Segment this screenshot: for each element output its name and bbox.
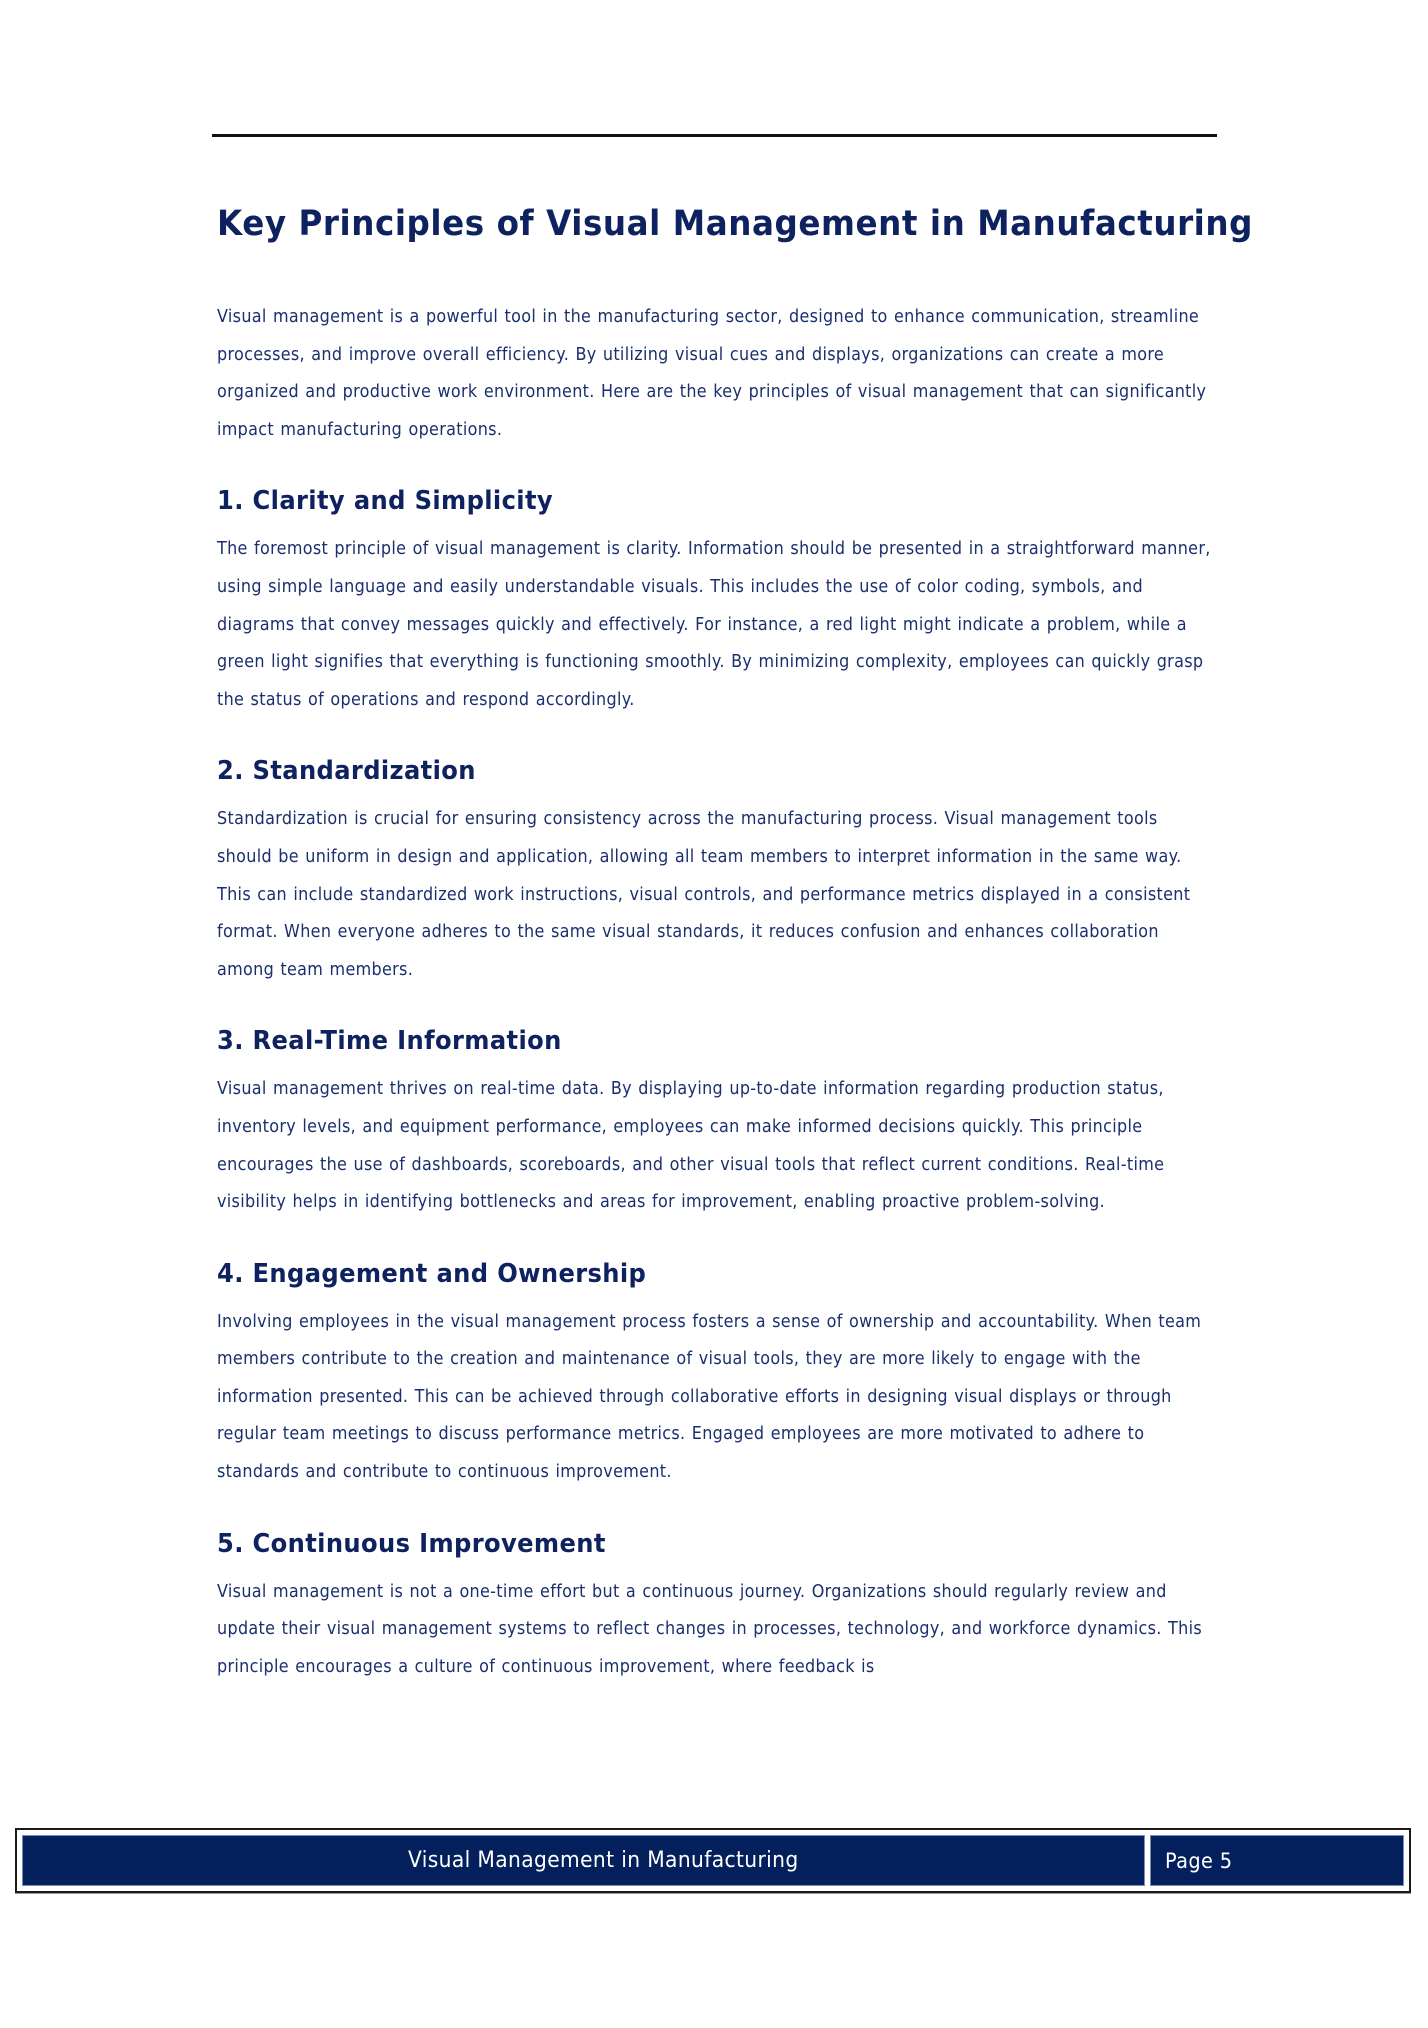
- footer-title: Visual Management in Manufacturing: [408, 1848, 799, 1873]
- section-heading: 5. Continuous Improvement: [217, 1528, 606, 1559]
- page-number: Page 5: [1165, 1848, 1233, 1873]
- section-real-time: [217, 1021, 1217, 1221]
- footer-title-cell: [22, 1835, 1145, 1886]
- section-engagement: [217, 1254, 1217, 1492]
- section-clarity: [217, 481, 1217, 719]
- section-standardization: [217, 751, 1217, 989]
- page-title: Key Principles of Visual Management in Manufacturing: [217, 204, 1253, 244]
- page-footer: [15, 1828, 1411, 1893]
- section-heading: 1. Clarity and Simplicity: [217, 486, 554, 517]
- section-body: Visual management thrives on real-time data. By displaying up-to-date information regarding production status, inventory levels, and equipment performance, employees can make informed decisions quickly. This principle encourages the use of dashboards, scoreboards, and other visual tools that reflect current conditions. Real-time visibility helps in identifying bottlenecks and areas for improvement, enabling proactive problem-solving.: [217, 1079, 1165, 1213]
- footer-page-cell: [1150, 1835, 1404, 1886]
- section-heading: 3. Real-Time Information: [217, 1026, 562, 1057]
- section-continuous-improvement: [217, 1524, 1217, 1687]
- page-content: [217, 196, 1253, 1686]
- header-rule: [212, 134, 1217, 137]
- section-body: The foremost principle of visual management is clarity. Information should be presented in a straightforward manner, using simple language and easily understandable visuals. This includes the use of color coding, symbols, and diagrams that convey messages quickly and effectively. For instance, a red light might indicate a problem, while a green light signifies that everything is functioning smoothly. By minimizing complexity, employees can quickly grasp the status of operations and respond accordingly.: [217, 539, 1211, 710]
- intro-paragraph: Visual management is a powerful tool in the manufacturing sector, designed to enhance communication, streamline processes, and improve overall efficiency. By utilizing visual cues and displays, organizations can create a more organized and productive work environment. Here are the key principles of visual management that can significantly impact manufacturing operations.: [217, 307, 1207, 440]
- section-body: Visual management is not a one-time effort but a continuous journey. Organizations should regularly review and update their visual management systems to reflect changes in processes, technology, and workforce dynamics. This principle encourages a culture of continuous improvement, where feedback is: [217, 1581, 1203, 1677]
- section-heading: 4. Engagement and Ownership: [217, 1258, 647, 1289]
- section-body: Standardization is crucial for ensuring consistency across the manufacturing process. Visual management tools should be uniform in design and application, allowing all team members to interpret information in the same way. This can include standardized work instructions, visual controls, and performance metrics displayed in a consistent format. When everyone adheres to the same visual standards, it reduces confusion and enhances collaboration among team members.: [217, 809, 1191, 980]
- section-body: Involving employees in the visual management process fosters a sense of ownership and accountability. When team members contribute to the creation and maintenance of visual tools, they are more likely to engage with the information presented. This can be achieved through collaborative efforts in designing visual displays or through regular team meetings to discuss performance metrics. Engaged employees are more motivated to adhere to standards and contribute to continuous improvement.: [217, 1311, 1202, 1483]
- section-heading: 2. Standardization: [217, 756, 476, 787]
